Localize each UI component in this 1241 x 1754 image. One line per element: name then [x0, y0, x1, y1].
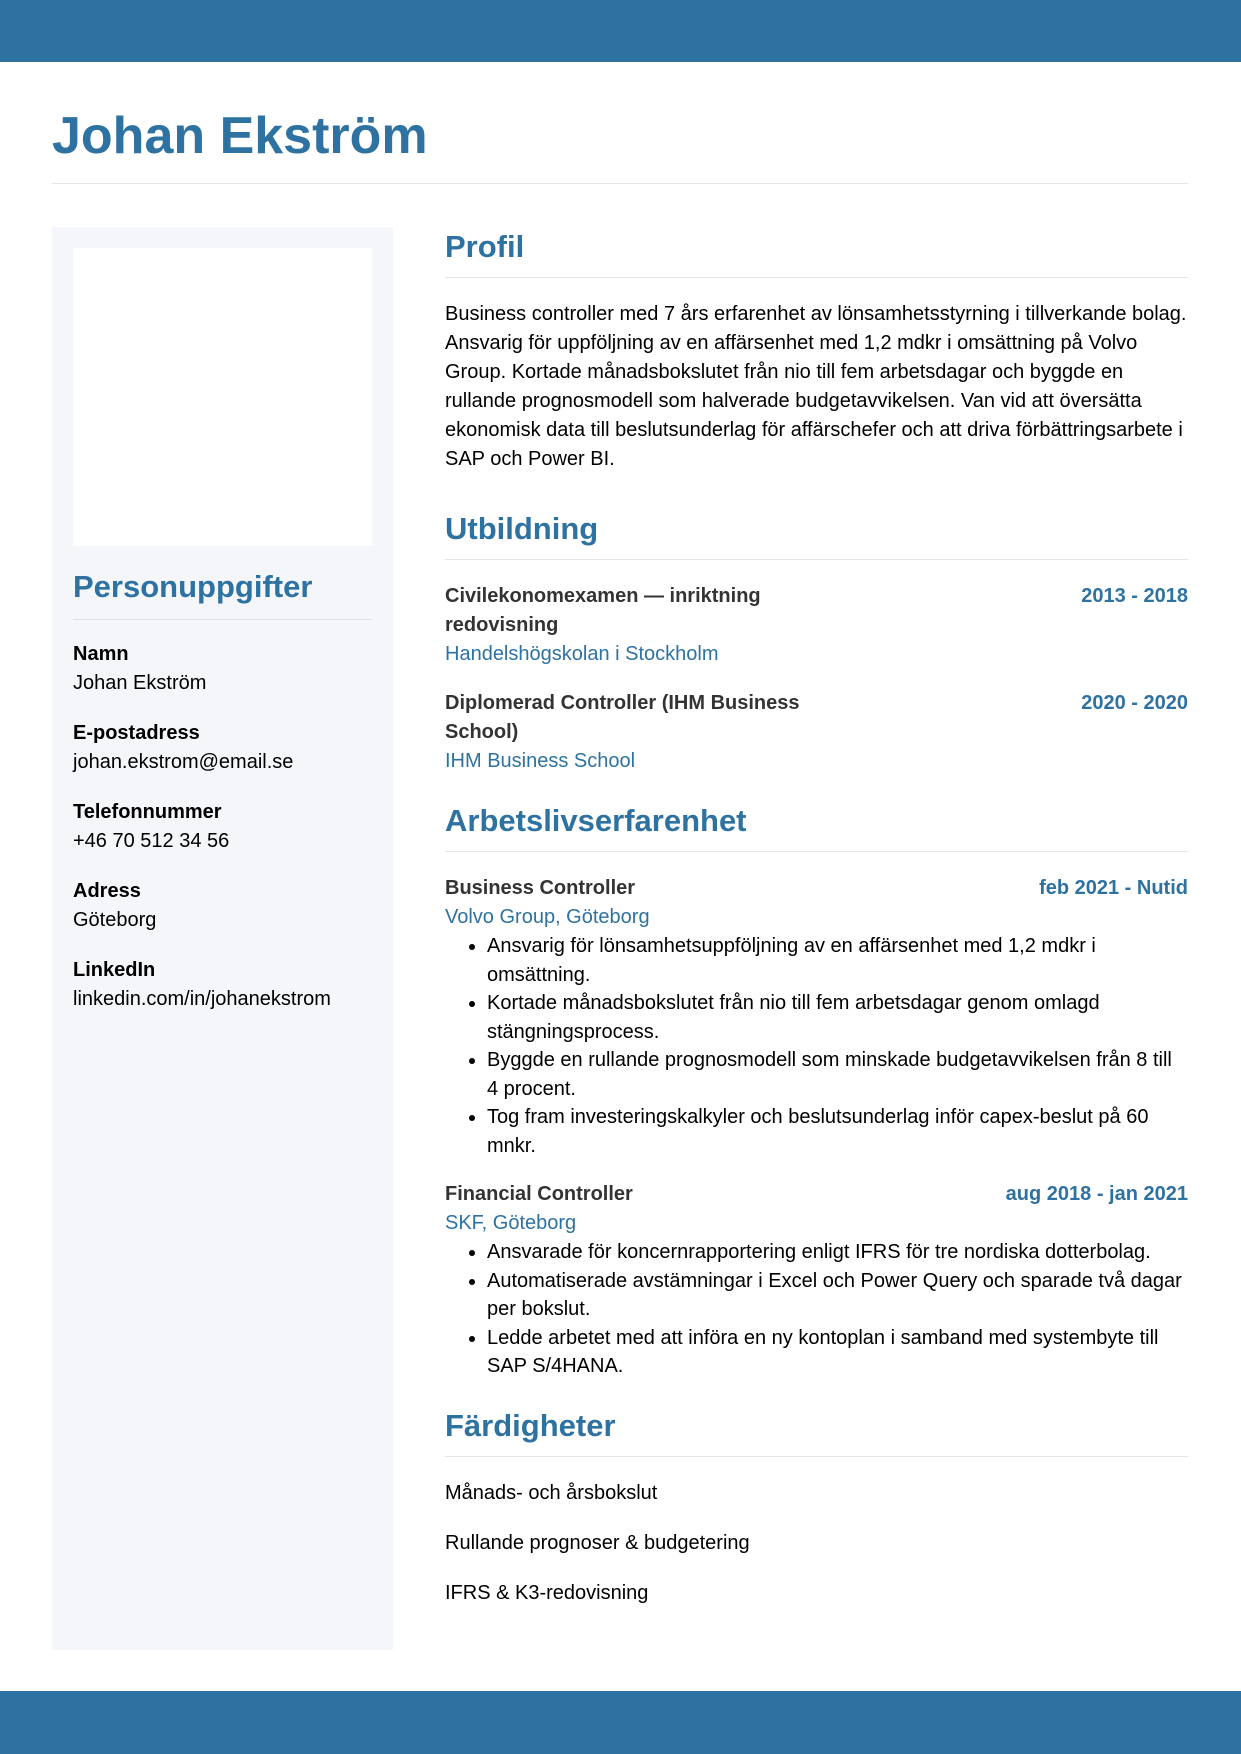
skill-item: IFRS & K3-redovisning	[445, 1581, 649, 1604]
education-degree: Civilekonomexamen — inriktning redovisning	[445, 585, 761, 636]
header-bar	[0, 0, 1241, 62]
education-school: IHM Business School	[445, 750, 636, 772]
bullet-item: • Ansvarig för lönsamhetsuppföljning av en affärsenhet med 1,2 mdkr i omsättning.	[487, 932, 1188, 989]
field-label: LinkedIn	[73, 959, 156, 981]
photo-placeholder	[73, 248, 372, 546]
profile-title: Profil	[445, 229, 525, 264]
job-dates: aug 2018 - jan 2021	[1005, 1183, 1188, 1205]
education-entry	[445, 582, 1188, 669]
skill-item: Månads- och årsbokslut	[445, 1481, 658, 1504]
experience-section	[445, 796, 1188, 1381]
bullet-item: • Ansvarade för koncernrapportering enligt IFRS för tre nordiska dotterbolag.	[487, 1238, 1188, 1267]
job-dates: feb 2021 - Nutid	[1039, 877, 1188, 899]
footer-bar	[0, 1691, 1241, 1754]
field-linkedin	[73, 956, 373, 1014]
candidate-name: Johan Ekström	[52, 107, 428, 165]
field-value: johan.ekstrom@email.se	[73, 751, 294, 773]
field-label: Telefonnummer	[73, 801, 222, 823]
field-address	[73, 877, 373, 935]
job-bullets	[445, 1238, 1188, 1381]
bullet-item: • Tog fram investeringskalkyler och beslutsunderlag inför capex-beslut på 60 mnkr.	[487, 1103, 1188, 1160]
main-content	[445, 222, 1188, 1629]
bullet-item: • Ledde arbetet med att införa en ny kontoplan i samband med systembyte till SAP S/4HANA.	[487, 1324, 1188, 1381]
bullet-item: • Automatiserade avstämningar i Excel och Power Query och sparade två dagar per bokslut.	[487, 1267, 1188, 1324]
bullet-item: • Byggde en rullande prognosmodell som minskade budgetavvikelsen från 8 till 4 procent.	[487, 1046, 1188, 1103]
skill-item: Rullande prognoser & budgetering	[445, 1531, 750, 1554]
skills-title: Färdigheter	[445, 1407, 616, 1443]
experience-entry	[445, 874, 1188, 1160]
field-value: +46 70 512 34 56	[73, 830, 230, 852]
personal-info-title: Personuppgifter	[73, 569, 313, 604]
experience-entry	[445, 1180, 1188, 1381]
name-divider	[52, 183, 1188, 184]
profile-text: Business controller med 7 års erfarenhet av lönsamhetsstyrning i tillverkande bolag. Ansvarig för uppföljning av en affärsenhet med 1,2 mdkr i omsättning på Volvo Group. Kortade månadsbokslutet från nio till fem arbetsdagar och byggde en rullande prognosmodell som halverade budgetavvikelsen. Van vid att översätta ekonomisk data till beslutsunderlag för affärschefer och att driva förbättringsarbete i SAP och Power BI.	[445, 303, 1187, 470]
education-section	[445, 504, 1188, 776]
field-name	[73, 640, 373, 698]
field-email	[73, 719, 373, 777]
section-divider	[445, 277, 1188, 278]
education-dates: 2013 - 2018	[1081, 585, 1188, 607]
education-school: Handelshögskolan i Stockholm	[445, 643, 719, 665]
personal-info-fields	[73, 640, 373, 1035]
education-entry	[445, 689, 1188, 776]
bullet-item: • Kortade månadsbokslutet från nio till fem arbetsdagar genom omlagd stängningsprocess.	[487, 989, 1188, 1046]
job-role: Financial Controller	[445, 1183, 633, 1205]
education-title: Utbildning	[445, 511, 599, 546]
education-dates: 2020 - 2020	[1081, 692, 1188, 714]
field-value: Johan Ekström	[73, 672, 207, 694]
field-label: E-postadress	[73, 722, 200, 744]
skills-section	[445, 1401, 1188, 1608]
experience-title: Arbetslivserfarenhet	[445, 803, 747, 838]
profile-section	[445, 222, 1188, 474]
field-label: Namn	[73, 643, 129, 665]
personal-info-divider	[73, 619, 372, 620]
section-divider	[445, 851, 1188, 852]
education-degree: Diplomerad Controller (IHM Business School)	[445, 692, 800, 743]
field-value: linkedin.com/in/johanekstrom	[73, 988, 331, 1010]
field-value: Göteborg	[73, 909, 157, 931]
sidebar	[52, 227, 393, 1650]
field-phone	[73, 798, 373, 856]
job-company: Volvo Group, Göteborg	[445, 906, 650, 928]
job-role: Business Controller	[445, 877, 636, 899]
field-label: Adress	[73, 880, 141, 902]
section-divider	[445, 1456, 1188, 1457]
job-bullets	[445, 932, 1188, 1160]
section-divider	[445, 559, 1188, 560]
job-company: SKF, Göteborg	[445, 1212, 577, 1234]
